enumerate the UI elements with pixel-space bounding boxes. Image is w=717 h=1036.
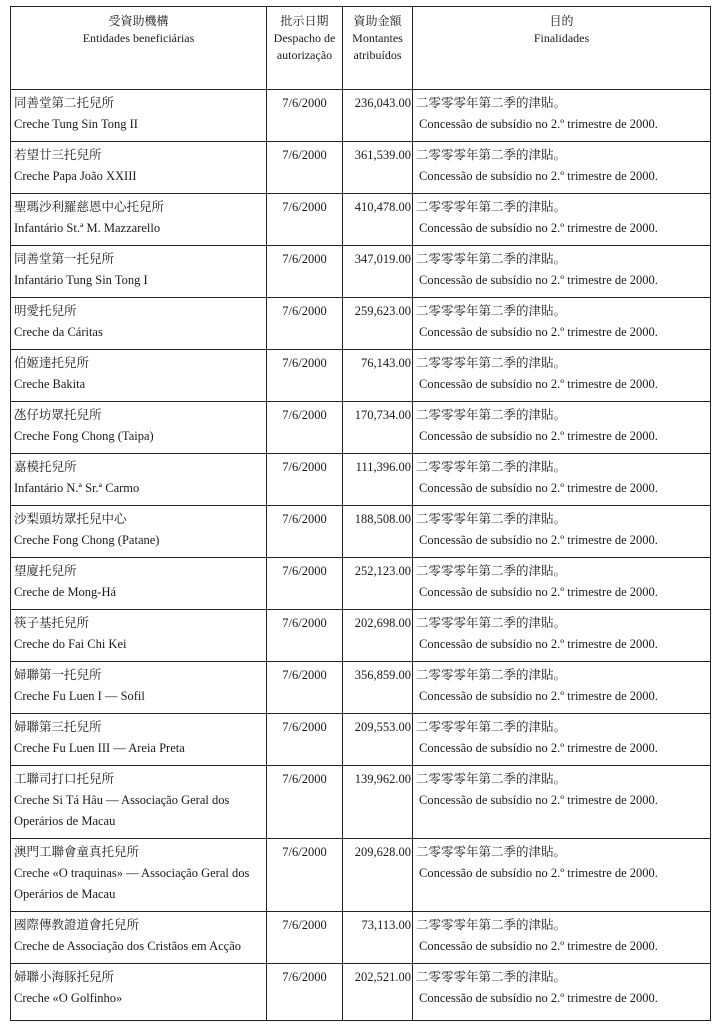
entity-cell — [11, 142, 267, 194]
entity-name-zh: 婦聯小海豚托兒所 — [14, 970, 115, 984]
purpose-zh: 二零零零年第二季的津貼。 — [416, 668, 567, 682]
amount-cell: 202,698.00 — [343, 610, 413, 662]
purpose-zh: 二零零零年第二季的津貼。 — [416, 200, 567, 214]
entity-name-pt: Creche Fu Luen III — Areia Preta — [14, 741, 185, 755]
entity-cell — [11, 454, 267, 506]
table-row — [11, 610, 711, 662]
header-amount-pt1: Montantes — [352, 31, 403, 45]
entity-cell — [11, 964, 267, 1021]
purpose-cell — [413, 506, 711, 558]
purpose-cell — [413, 839, 711, 912]
entity-cell — [11, 610, 267, 662]
entity-cell — [11, 194, 267, 246]
table-row — [11, 766, 711, 839]
date-cell: 7/6/2000 — [267, 839, 343, 912]
header-entity-zh: 受資助機構 — [108, 14, 169, 28]
header-date-pt1: Despacho de — [273, 31, 336, 45]
entity-name-zh: 沙梨頭坊眾托兒中心 — [14, 512, 127, 526]
table-row — [11, 90, 711, 142]
date-cell: 7/6/2000 — [267, 610, 343, 662]
purpose-zh: 二零零零年第二季的津貼。 — [416, 564, 567, 578]
entity-name-pt: Creche Bakita — [14, 377, 86, 391]
header-amount — [343, 7, 413, 90]
entity-name-zh: 氹仔坊眾托兒所 — [14, 408, 102, 422]
purpose-pt: Concessão de subsídio no 2.º trimestre de 2000. — [419, 533, 658, 547]
entity-name-pt: Creche da Cáritas — [14, 325, 103, 339]
entity-cell — [11, 402, 267, 454]
table-row — [11, 246, 711, 298]
entity-name-pt: Creche do Fai Chi Kei — [14, 637, 127, 651]
purpose-cell — [413, 402, 711, 454]
entity-name-zh: 聖瑪沙利羅慈恩中心托兒所 — [14, 200, 165, 214]
purpose-cell — [413, 662, 711, 714]
purpose-zh: 二零零零年第二季的津貼。 — [416, 772, 567, 786]
entity-name-zh: 嘉模托兒所 — [14, 460, 77, 474]
table-row — [11, 194, 711, 246]
header-date-zh: 批示日期 — [280, 14, 329, 28]
purpose-pt: Concessão de subsídio no 2.º trimestre de 2000. — [419, 637, 658, 651]
date-cell: 7/6/2000 — [267, 766, 343, 839]
table-row — [11, 350, 711, 402]
header-purpose-pt: Finalidades — [533, 31, 590, 45]
entity-name-pt: Creche «O traquinas» — Associação Geral dos Operários de Macau — [14, 866, 250, 901]
amount-cell: 361,539.00 — [343, 142, 413, 194]
amount-cell: 209,628.00 — [343, 839, 413, 912]
entity-cell — [11, 714, 267, 766]
entity-name-zh: 伯姬達托兒所 — [14, 356, 90, 370]
amount-cell: 209,553.00 — [343, 714, 413, 766]
table-row — [11, 714, 711, 766]
entity-name-pt: Creche Papa João XXIII — [14, 169, 137, 183]
table-row — [11, 454, 711, 506]
table-header-row — [11, 7, 711, 90]
entity-name-zh: 工聯司打口托兒所 — [14, 772, 115, 786]
purpose-pt: Concessão de subsídio no 2.º trimestre de 2000. — [419, 991, 658, 1005]
purpose-cell — [413, 912, 711, 964]
entity-name-pt: Creche Fu Luen I — Sofil — [14, 689, 145, 703]
entity-name-zh: 筷子基托兒所 — [14, 616, 90, 630]
purpose-cell — [413, 558, 711, 610]
amount-cell: 410,478.00 — [343, 194, 413, 246]
amount-cell: 202,521.00 — [343, 964, 413, 1021]
purpose-zh: 二零零零年第二季的津貼。 — [416, 512, 567, 526]
date-cell: 7/6/2000 — [267, 194, 343, 246]
header-entity — [11, 7, 267, 90]
entity-name-pt: Infantário St.ª M. Mazzarello — [14, 221, 161, 235]
header-date — [267, 7, 343, 90]
amount-cell: 170,734.00 — [343, 402, 413, 454]
table-row — [11, 912, 711, 964]
date-cell: 7/6/2000 — [267, 90, 343, 142]
date-cell: 7/6/2000 — [267, 402, 343, 454]
amount-cell: 347,019.00 — [343, 246, 413, 298]
entity-cell — [11, 246, 267, 298]
entity-name-zh: 同善堂第一托兒所 — [14, 252, 115, 266]
date-cell: 7/6/2000 — [267, 350, 343, 402]
header-purpose-zh: 目的 — [549, 14, 574, 28]
entity-name-pt: Creche «O Golfinho» — [14, 991, 123, 1005]
purpose-cell — [413, 610, 711, 662]
purpose-zh: 二零零零年第二季的津貼。 — [416, 304, 567, 318]
header-purpose — [413, 7, 711, 90]
entity-cell — [11, 90, 267, 142]
purpose-cell — [413, 714, 711, 766]
purpose-pt: Concessão de subsídio no 2.º trimestre de 2000. — [419, 793, 658, 807]
entity-cell — [11, 839, 267, 912]
table-row — [11, 558, 711, 610]
entity-name-pt: Creche Fong Chong (Taipa) — [14, 429, 154, 443]
amount-cell: 188,508.00 — [343, 506, 413, 558]
purpose-zh: 二零零零年第二季的津貼。 — [416, 148, 567, 162]
date-cell: 7/6/2000 — [267, 298, 343, 350]
entity-cell — [11, 558, 267, 610]
date-cell: 7/6/2000 — [267, 912, 343, 964]
purpose-pt: Concessão de subsídio no 2.º trimestre de 2000. — [419, 273, 658, 287]
purpose-pt: Concessão de subsídio no 2.º trimestre de 2000. — [419, 866, 658, 880]
purpose-cell — [413, 246, 711, 298]
subsidy-table-page — [10, 6, 710, 1021]
amount-cell: 111,396.00 — [343, 454, 413, 506]
purpose-pt: Concessão de subsídio no 2.º trimestre de 2000. — [419, 585, 658, 599]
date-cell: 7/6/2000 — [267, 506, 343, 558]
entity-name-pt: Infantário Tung Sin Tong I — [14, 273, 148, 287]
entity-name-pt: Creche de Associação dos Cristãos em Acção — [14, 939, 242, 953]
purpose-cell — [413, 766, 711, 839]
entity-name-pt: Creche Tung Sin Tong II — [14, 117, 138, 131]
date-cell: 7/6/2000 — [267, 662, 343, 714]
purpose-cell — [413, 142, 711, 194]
table-row — [11, 298, 711, 350]
purpose-pt: Concessão de subsídio no 2.º trimestre de 2000. — [419, 377, 658, 391]
purpose-pt: Concessão de subsídio no 2.º trimestre de 2000. — [419, 221, 658, 235]
table-row — [11, 662, 711, 714]
date-cell: 7/6/2000 — [267, 246, 343, 298]
purpose-pt: Concessão de subsídio no 2.º trimestre de 2000. — [419, 117, 658, 131]
entity-name-pt: Creche de Mong-Há — [14, 585, 117, 599]
purpose-zh: 二零零零年第二季的津貼。 — [416, 408, 567, 422]
purpose-cell — [413, 964, 711, 1021]
amount-cell: 252,123.00 — [343, 558, 413, 610]
purpose-pt: Concessão de subsídio no 2.º trimestre de 2000. — [419, 169, 658, 183]
purpose-zh: 二零零零年第二季的津貼。 — [416, 252, 567, 266]
header-amount-pt2: atribuídos — [353, 48, 402, 62]
entity-name-zh: 望廈托兒所 — [14, 564, 77, 578]
table-row — [11, 839, 711, 912]
table-row — [11, 964, 711, 1021]
entity-name-zh: 同善堂第二托兒所 — [14, 96, 115, 110]
purpose-zh: 二零零零年第二季的津貼。 — [416, 720, 567, 734]
purpose-pt: Concessão de subsídio no 2.º trimestre de 2000. — [419, 741, 658, 755]
purpose-zh: 二零零零年第二季的津貼。 — [416, 970, 567, 984]
entity-name-zh: 國際傳教證道會托兒所 — [14, 918, 140, 932]
entity-name-pt: Creche Si Tá Hâu — Associação Geral dos Operários de Macau — [14, 793, 230, 828]
date-cell: 7/6/2000 — [267, 964, 343, 1021]
purpose-cell — [413, 350, 711, 402]
entity-name-pt: Infantário N.ª Sr.ª Carmo — [14, 481, 140, 495]
entity-name-zh: 明愛托兒所 — [14, 304, 77, 318]
entity-name-zh: 澳門工聯會童真托兒所 — [14, 845, 140, 859]
entity-name-zh: 若望廿三托兒所 — [14, 148, 102, 162]
entity-name-zh: 婦聯第一托兒所 — [14, 668, 102, 682]
purpose-cell — [413, 90, 711, 142]
entity-cell — [11, 662, 267, 714]
amount-cell: 356,859.00 — [343, 662, 413, 714]
purpose-pt: Concessão de subsídio no 2.º trimestre de 2000. — [419, 325, 658, 339]
purpose-pt: Concessão de subsídio no 2.º trimestre de 2000. — [419, 429, 658, 443]
purpose-pt: Concessão de subsídio no 2.º trimestre de 2000. — [419, 689, 658, 703]
amount-cell: 139,962.00 — [343, 766, 413, 839]
date-cell: 7/6/2000 — [267, 454, 343, 506]
amount-cell: 73,113.00 — [343, 912, 413, 964]
amount-cell: 76,143.00 — [343, 350, 413, 402]
entity-cell — [11, 766, 267, 839]
amount-cell: 236,043.00 — [343, 90, 413, 142]
purpose-pt: Concessão de subsídio no 2.º trimestre de 2000. — [419, 481, 658, 495]
purpose-zh: 二零零零年第二季的津貼。 — [416, 356, 567, 370]
subsidy-table — [10, 6, 711, 1021]
purpose-cell — [413, 454, 711, 506]
date-cell: 7/6/2000 — [267, 714, 343, 766]
amount-cell: 259,623.00 — [343, 298, 413, 350]
purpose-cell — [413, 298, 711, 350]
purpose-cell — [413, 194, 711, 246]
entity-name-pt: Creche Fong Chong (Patane) — [14, 533, 160, 547]
table-row — [11, 506, 711, 558]
table-row — [11, 142, 711, 194]
purpose-zh: 二零零零年第二季的津貼。 — [416, 616, 567, 630]
purpose-zh: 二零零零年第二季的津貼。 — [416, 918, 567, 932]
table-row — [11, 402, 711, 454]
header-amount-zh: 資助金額 — [353, 14, 402, 28]
purpose-pt: Concessão de subsídio no 2.º trimestre de 2000. — [419, 939, 658, 953]
header-date-pt2: autorização — [276, 48, 333, 62]
header-entity-pt: Entidades beneficiárias — [82, 31, 195, 45]
entity-name-zh: 婦聯第三托兒所 — [14, 720, 102, 734]
entity-cell — [11, 350, 267, 402]
entity-cell — [11, 506, 267, 558]
purpose-zh: 二零零零年第二季的津貼。 — [416, 96, 567, 110]
entity-cell — [11, 298, 267, 350]
purpose-zh: 二零零零年第二季的津貼。 — [416, 460, 567, 474]
entity-cell — [11, 912, 267, 964]
date-cell: 7/6/2000 — [267, 142, 343, 194]
purpose-zh: 二零零零年第二季的津貼。 — [416, 845, 567, 859]
date-cell: 7/6/2000 — [267, 558, 343, 610]
